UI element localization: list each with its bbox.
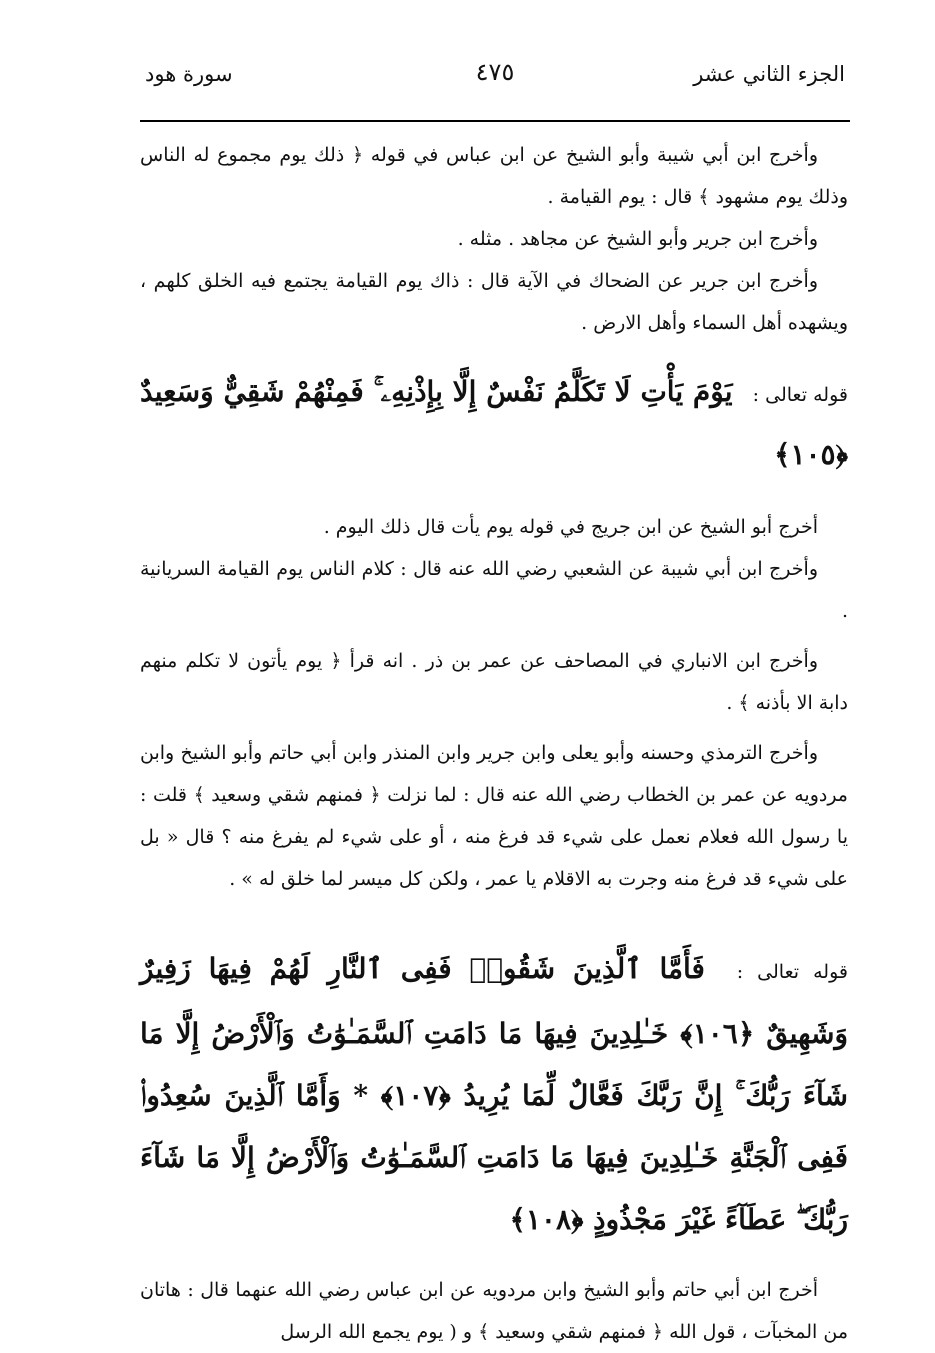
running-header — [145, 58, 845, 98]
verse-label: قوله تعالى : — [736, 961, 848, 983]
header-rule — [140, 120, 850, 122]
page-body — [140, 134, 848, 1353]
header-part-title: الجزء الثاني عشر — [693, 62, 845, 86]
paragraph: وأخرج ابن أبي شيبة عن الشعبي رضي الله عنه قال : كلام الناس يوم القيامة السريانية . — [140, 558, 848, 622]
page-number: ٤٧٥ — [475, 58, 515, 86]
paragraph: وأخرج ابن جرير وأبو الشيخ عن مجاهد . مثله . — [457, 228, 818, 250]
paragraph: وأخرج ابن الانباري في المصاحف عن عمر بن ذر . انه قرأ ﴿ يوم يأتون لا تكلم منهم دابة الا بأذنه ﴾ . — [140, 650, 848, 714]
header-surah-title: سورة هود — [145, 62, 233, 86]
verse-label: قوله تعالى : — [752, 384, 848, 406]
paragraph: وأخرج ابن جرير عن الضحاك في الآية قال : ذاك يوم القيامة يجتمع فيه الخلق كلهم ، ويشهده أهل السماء وأهل الارض . — [140, 270, 848, 334]
paragraph: أخرج ابن أبي حاتم وأبو الشيخ وابن مردويه عن ابن عباس رضي الله عنهما قال : هاتان من المخبآت ، قول الله ﴿ فمنهم شقي وسعيد ﴾ و ( يوم يجمع الله الرسل — [140, 1279, 848, 1343]
paragraph: وأخرج الترمذي وحسنه وأبو يعلى وابن جرير وابن المنذر وابن أبي حاتم وأبو الشيخ وابن مردويه عن عمر بن الخطاب رضي الله عنه قال : لما نزلت ﴿ فمنهم شقي وسعيد ﴾ قلت : يا رسول الله فعلام نعمل على شيء قد فرغ منه ، أو على شيء لم يفرغ منه ؟ قال « بل على شيء قد فرغ منه وجرت به الاقلام يا عمر ، ولكن كل ميسر لما خلق له » . — [140, 742, 848, 890]
quran-verses-106-108 — [140, 938, 848, 1251]
verse-text: يَوْمَ يَأْتِ لَا تَكَلَّمُ نَفْسٌ إِلَّا بِإِذْنِهِۦ ۚ فَمِنْهُمْ شَقِيٌّ وَسَعِيدٌ ﴿١٠٥﴾ — [140, 375, 848, 471]
quran-verse-105 — [140, 362, 848, 488]
paragraph: أخرج أبو الشيخ عن ابن جريج في قوله يوم يأت قال ذلك اليوم . — [323, 516, 818, 538]
paragraph: وأخرج ابن أبي شيبة وأبو الشيخ عن ابن عباس في قوله ﴿ ذلك يوم مجموع له الناس وذلك يوم مشهود ﴾ قال : يوم القيامة . — [140, 144, 848, 208]
verse-text: فَأَمَّا ٱلَّذِينَ شَقُوا۟ فَفِى ٱلنَّارِ لَهُمْ فِيهَا زَفِيرٌ وَشَهِيقٌ ﴿١٠٦﴾ خَـٰلِدِينَ فِيهَا مَا دَامَتِ ٱلسَّمَـٰوَٰتُ وَٱلْأَرْضُ إِلَّا مَا شَآءَ رَبُّكَ ۚ إِنَّ رَبَّكَ فَعَّالٌ لِّمَا يُرِيدُ ﴿١٠٧﴾ * وَأَمَّا ٱلَّذِينَ سُعِدُوا۟ فَفِى ٱلْجَنَّةِ خَـٰلِدِينَ فِيهَا مَا دَامَتِ ٱلسَّمَـٰوَٰتُ وَٱلْأَرْضُ إِلَّا مَا شَآءَ رَبُّكَ ۖ عَطَآءً غَيْرَ مَجْذُوذٍ ﴿١٠٨﴾ — [140, 952, 849, 1236]
